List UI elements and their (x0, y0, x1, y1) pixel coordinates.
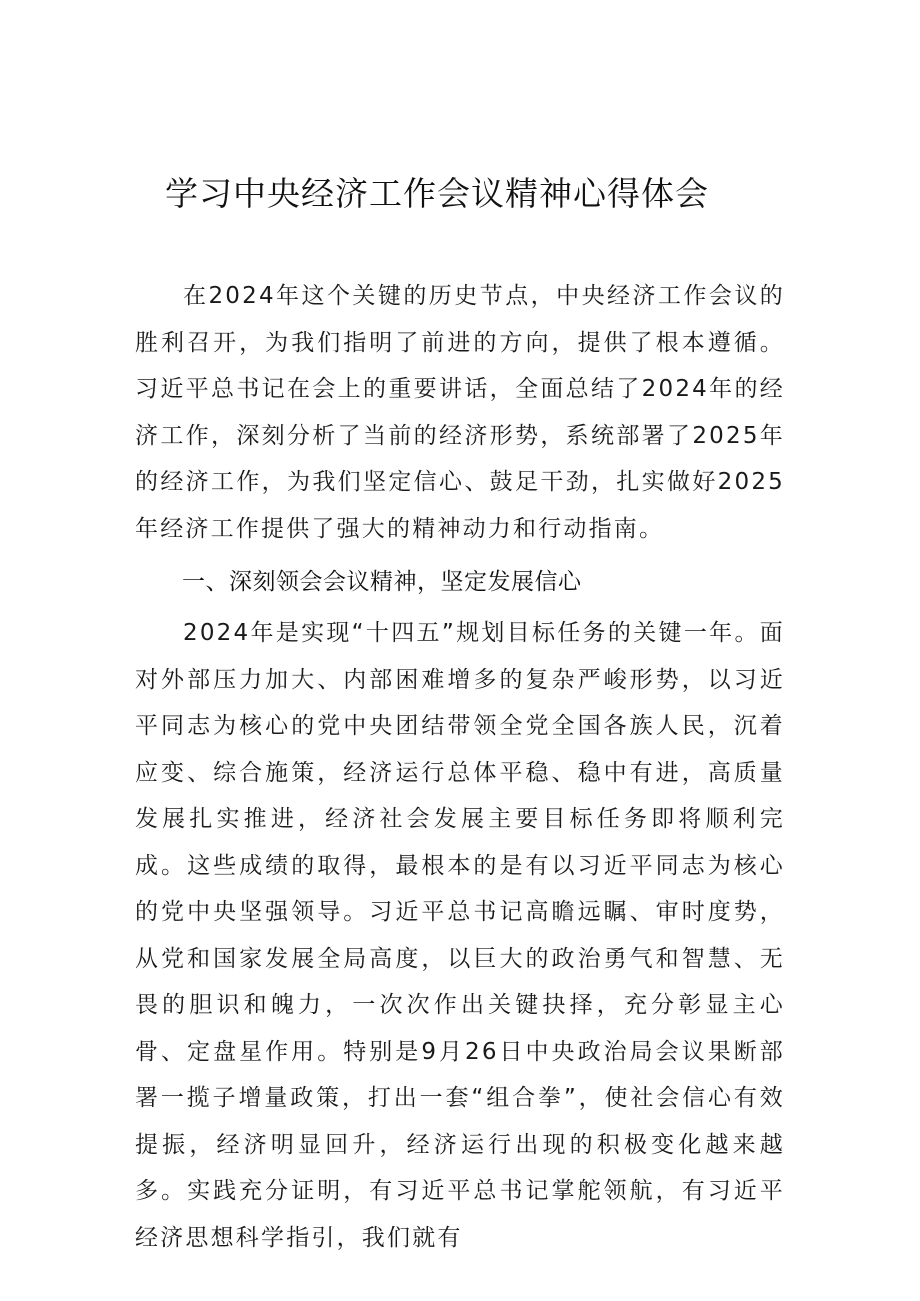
section-heading-1: 一、深刻领会会议精神，坚定发展信心 (182, 569, 582, 595)
document-title: 学习中央经济工作会议精神心得体会 (165, 174, 709, 213)
intro-paragraph: 在2024年这个关键的历史节点，中央经济工作会议的胜利召开，为我们指明了前进的方向，提供了根本遵循。习近平总书记在会上的重要讲话，全面总结了2024年的经济工作，深刻分析了当前的经济形势，系统部署了2025年的经济工作，为我们坚定信心、鼓足干劲，扎实做好2025年经济工作提供了强大的精神动力和行动指南。 (135, 283, 785, 542)
section-1-paragraph: 2024年是实现“十四五”规划目标任务的关键一年。面对外部压力加大、内部困难增多的复杂严峻形势，以习近平同志为核心的党中央团结带领全党全国各族人民，沉着应变、综合施策，经济运行总体平稳、稳中有进，高质量发展扎实推进，经济社会发展主要目标任务即将顺利完成。这些成绩的取得，最根本的是有以习近平同志为核心的党中央坚强领导。习近平总书记高瞻远瞩、审时度势，从党和国家发展全局高度，以巨大的政治勇气和智慧、无畏的胆识和魄力，一次次作出关键抉择，充分彰显主心骨、定盘星作用。特别是9月26日中央政治局会议果断部署一揽子增量政策，打出一套“组合拳”，使社会信心有效提振，经济明显回升，经济运行出现的积极变化越来越多。实践充分证明，有习近平总书记掌舵领航，有习近平经济思想科学指引，我们就有 (135, 620, 785, 1251)
